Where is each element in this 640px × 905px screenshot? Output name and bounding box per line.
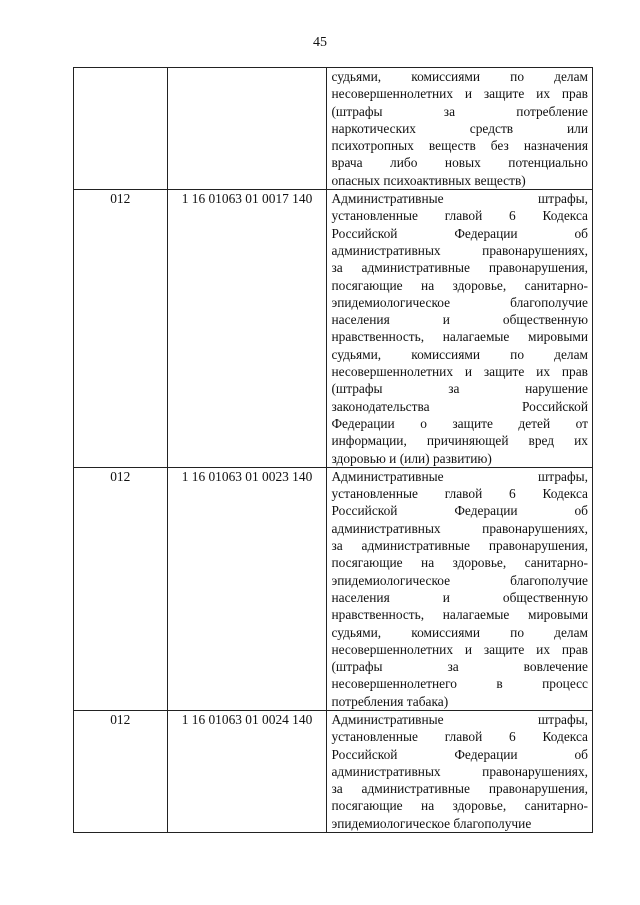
description-line: Российской Федерации об xyxy=(331,225,588,241)
description-line: административных правонарушениях, xyxy=(331,520,588,536)
description-line: Административные штрафы, xyxy=(331,468,588,484)
description-line: посягающие на здоровье, санитарно- xyxy=(331,798,588,814)
description-line: Административные штрафы, xyxy=(331,711,588,727)
description-line: (штрафы за вовлечение xyxy=(331,659,588,675)
description-line: судьями, комиссиями по делам xyxy=(331,346,588,362)
description-line: несовершеннолетних и защите их прав xyxy=(331,641,588,657)
description-line: несовершеннолетних и защите их прав xyxy=(331,364,588,380)
description-line: Административные штрафы, xyxy=(331,191,588,207)
description-line: населения и общественную xyxy=(331,589,588,605)
kbk-code-cell: 1 16 01063 01 0023 140 xyxy=(167,467,327,710)
description-line: судьями, комиссиями по делам xyxy=(331,624,588,640)
description-line: за административные правонарушения, xyxy=(331,538,588,554)
description-line: населения и общественную xyxy=(331,312,588,328)
description-line: нравственность, налагаемые мировыми xyxy=(331,607,588,623)
description-line: несовершеннолетних и защите их прав xyxy=(331,86,588,102)
description-line: за административные правонарушения, xyxy=(331,260,588,276)
budget-codes-table xyxy=(73,67,593,833)
admin-code-cell: 012 xyxy=(74,190,168,468)
table-row xyxy=(74,710,593,832)
description-line: посягающие на здоровье, санитарно- xyxy=(331,555,588,571)
description-line: врача либо новых потенциально xyxy=(331,155,588,171)
kbk-code-cell: 1 16 01063 01 0017 140 xyxy=(167,190,327,468)
description-cell xyxy=(327,190,593,468)
description-cell xyxy=(327,68,593,190)
description-line: информации, причиняющей вред их xyxy=(331,433,588,449)
description-line: (штрафы за нарушение xyxy=(331,381,588,397)
description-line: наркотических средств или xyxy=(331,120,588,136)
table-row xyxy=(74,68,593,190)
kbk-code-cell xyxy=(167,68,327,190)
description-line: установленные главой 6 Кодекса xyxy=(331,208,588,224)
description-line: эпидемиологическое благополучие xyxy=(331,294,588,310)
description-line: нравственность, налагаемые мировыми xyxy=(331,329,588,345)
description-line: Российской Федерации об xyxy=(331,503,588,519)
description-line: опасных психоактивных веществ) xyxy=(331,172,526,188)
description-cell xyxy=(327,710,593,832)
description-line: посягающие на здоровье, санитарно- xyxy=(331,277,588,293)
description-line: Российской Федерации об xyxy=(331,746,588,762)
admin-code-cell: 012 xyxy=(74,467,168,710)
description-line: несовершеннолетнего в процесс xyxy=(331,676,588,692)
table-row xyxy=(74,190,593,468)
description-line: эпидемиологическое благополучие xyxy=(331,815,532,831)
description-line: Федерации о защите детей от xyxy=(331,415,588,431)
description-line: судьями, комиссиями по делам xyxy=(331,69,588,84)
description-line: за административные правонарушения, xyxy=(331,781,588,797)
kbk-code-cell: 1 16 01063 01 0024 140 xyxy=(167,710,327,832)
description-line: потребления табака) xyxy=(331,693,449,709)
description-line: здоровью и (или) развитию) xyxy=(331,450,492,466)
description-line: административных правонарушениях, xyxy=(331,763,588,779)
description-line: эпидемиологическое благополучие xyxy=(331,572,588,588)
description-line: установленные главой 6 Кодекса xyxy=(331,486,588,502)
admin-code-cell xyxy=(74,68,168,190)
page-number: 45 xyxy=(313,35,327,50)
description-line: установленные главой 6 Кодекса xyxy=(331,729,588,745)
description-line: законодательства Российской xyxy=(331,398,588,414)
description-line: (штрафы за потребление xyxy=(331,103,588,119)
description-cell xyxy=(327,467,593,710)
table-row xyxy=(74,467,593,710)
description-line: психотропных веществ без назначения xyxy=(331,138,588,154)
description-line: административных правонарушениях, xyxy=(331,242,588,258)
admin-code-cell: 012 xyxy=(74,710,168,832)
table-body xyxy=(74,68,593,833)
